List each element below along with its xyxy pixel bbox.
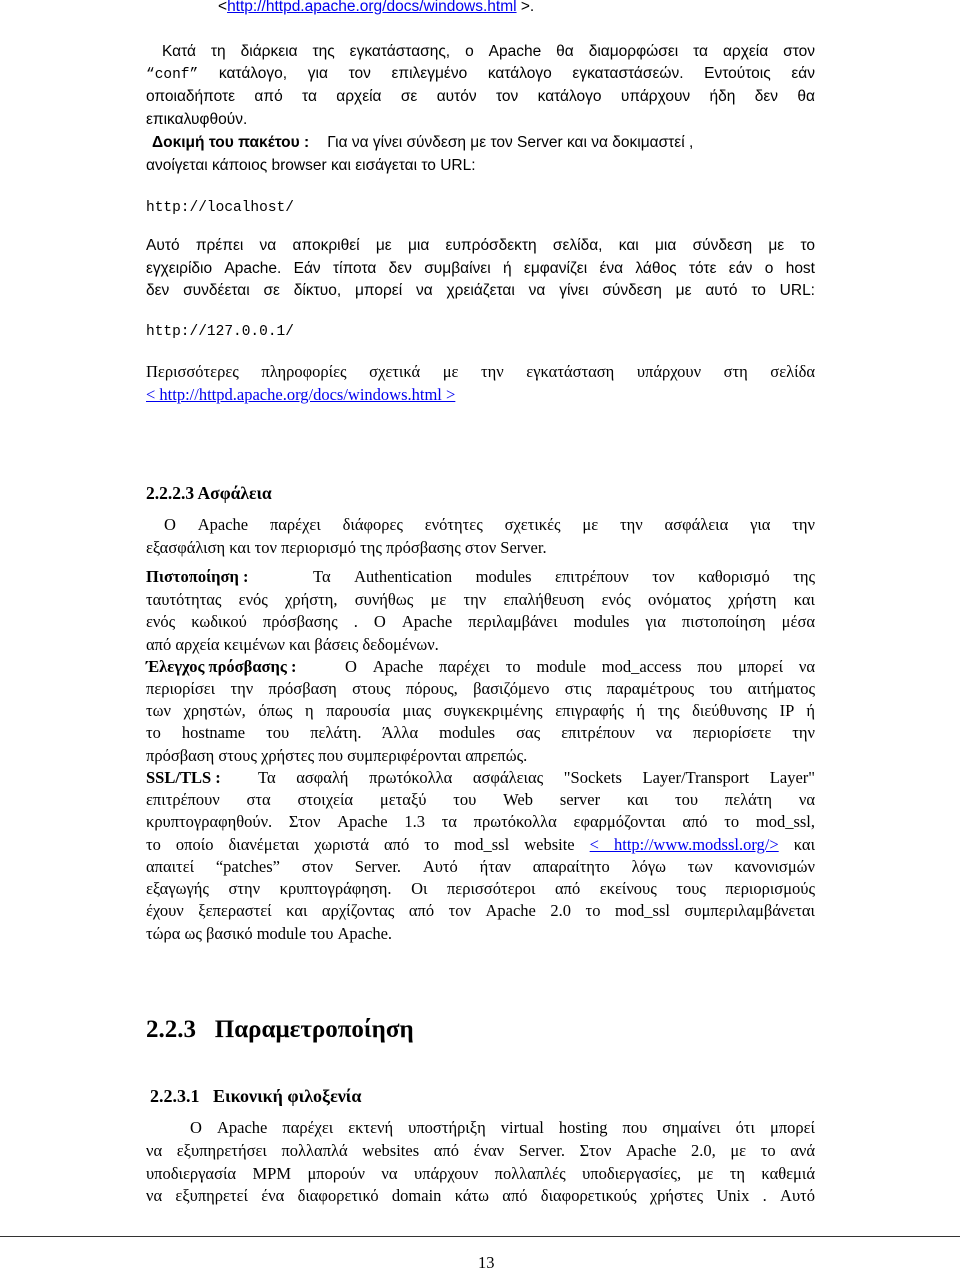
- access-line-1-rest: Ο Apache παρέχει το module mod_access που μπορεί να: [345, 657, 815, 676]
- access-line-5: πρόσβαση στους χρήστες που συμπεριφέρονται απρεπώς.: [146, 746, 528, 765]
- vhost-line-3: υποδιεργασία MPM μπορούν να υπάρχουν πολλαπλές υποδιεργασίες, με τη καθεμιά: [146, 1164, 815, 1183]
- apache-windows-doc-link[interactable]: http://httpd.apache.org/docs/windows.html: [227, 0, 517, 15]
- conf-code: “conf”: [146, 67, 199, 83]
- top-link-line: [218, 0, 534, 18]
- ssl-line-1: [146, 767, 221, 789]
- access-line-3: των χρηστών, όπως η παρουσία μιας συγκεκριμένης επιγραφής ή της διεύθυνσης IP ή: [146, 701, 815, 720]
- security-intro-line-2: εξασφάλιση και τον περιορισμό της πρόσβασης στον Server.: [146, 538, 547, 557]
- test-label: Δοκιμή του πακέτου :: [152, 134, 310, 151]
- access-line-1: [146, 656, 296, 678]
- localhost-url: http://localhost/: [146, 200, 294, 216]
- access-line-2: περιορίσει την πρόσβαση στους πόρους, βασιζόμενο στις παραμέτρους του αιτήματος: [146, 679, 815, 698]
- install-line-4: επικαλυφθούν.: [146, 111, 248, 128]
- vhost-line-4: να εξυπηρετεί ένα διαφορετικό domain κάτω από διαφορετικούς χρήστες Unix . Αυτό: [146, 1186, 815, 1205]
- security-intro-line-1: Ο Apache παρέχει διάφορες ενότητες σχετικές με την ασφάλεια για την: [164, 515, 815, 534]
- auth-line-3: ενός κωδικού πρόσβασης . Ο Apache περιλαμβάνει modules για πιστοποίηση μέσα: [146, 612, 815, 631]
- test-line-5: δεν συνδέεται σε δίκτυο, μπορεί να χρειάζεται να γίνει σύνδεση με αυτό το URL:: [146, 282, 815, 299]
- top-link-prefix: <: [218, 0, 228, 15]
- install-line-3: οποιαδήποτε από τα αρχεία σε αυτόν τον κατάλογο υπάρχουν ήδη δεν θα: [146, 88, 815, 105]
- auth-line-1: [146, 566, 249, 588]
- test-line-2: ανοίγεται κάποιος browser και εισάγεται το URL:: [146, 157, 476, 174]
- param-heading: 2.2.3 Παραμετροποίηση: [146, 1016, 414, 1043]
- ssl-label: SSL/TLS :: [146, 768, 221, 787]
- vhost-line-2: να εξυπηρετήσει πολλαπλά websites από έναν Server. Στον Apache 2.0, με το ανά: [146, 1141, 815, 1160]
- install-line-2: “conf” κατάλογο, για τον επιλεγμένο κατάλογο εγκαταστάσεών. Εντούτοις εάν: [146, 65, 815, 83]
- vhost-heading: 2.2.3.1 Εικονική φιλοξενία: [150, 1086, 362, 1106]
- ssl-line-8: τώρα ως βασικό module του Apache.: [146, 924, 393, 943]
- modssl-link[interactable]: < http://www.modssl.org/>: [589, 835, 779, 854]
- page-number: 13: [478, 1253, 495, 1272]
- top-link-suffix: >.: [516, 0, 535, 15]
- install-line-1: Κατά τη διάρκεια της εγκατάστασης, ο Apache θα διαμορφώσει τα αρχεία στον: [162, 43, 815, 60]
- apache-windows-doc-link-2[interactable]: < http://httpd.apache.org/docs/windows.html >: [146, 385, 456, 404]
- test-line-1: Δοκιμή του πακέτου : Για να γίνει σύνδεση με τον Server και να δοκιμαστεί ,: [152, 134, 694, 151]
- ssl-line-7: έχουν ξεπεραστεί και αρχίζοντας από τον Apache 2.0 το mod_ssl συμπεριλαμβάνεται: [146, 901, 815, 920]
- vhost-line-1: Ο Apache παρέχει εκτενή υποστήριξη virtual hosting που σημαίνει ότι μπορεί: [190, 1118, 815, 1137]
- auth-label: Πιστοποίηση :: [146, 567, 249, 586]
- auth-line-4: από αρχεία κειμένων και βάσεις δεδομένων.: [146, 635, 439, 654]
- ssl-line-6: εξαγωγής στην κρυπτογράφηση. Οι περισσότεροι από εκείνους τους περιορισμούς: [146, 879, 815, 898]
- security-heading: 2.2.2.3 Ασφάλεια: [146, 483, 272, 503]
- test-line-3: Αυτό πρέπει να αποκριθεί με μια ευπρόσδεκτη σελίδα, και μια σύνδεση με το: [146, 237, 815, 254]
- test-line-4: εγχειρίδιο Apache. Εάν τίποτα δεν συμβαίνει ή εμφανίζει ένα λάθος τότε εάν ο host: [146, 260, 815, 277]
- ssl-line-1-rest: Τα ασφαλή πρωτόκολλα ασφάλειας "Sockets Layer/Transport Layer": [258, 768, 815, 787]
- footer-divider: [0, 1236, 960, 1237]
- ssl-line-3: κρυπτογραφηθούν. Στον Apache 1.3 τα πρωτόκολλα εφαρμόζονται από το mod_ssl,: [146, 812, 815, 831]
- ssl-line-5: απαιτεί “patches” στον Server. Αυτό ήταν απαραίτητο λόγω των κανονισμών: [146, 857, 815, 876]
- auth-line-2: ταυτότητας ενός χρήστη, συνήθως με την επαλήθευση ενός ονόματος χρήστη και: [146, 590, 815, 609]
- access-line-4: το hostname του πελάτη. Άλλα modules σας επιτρέπουν να περιορίσετε την: [146, 723, 815, 742]
- ssl-line-2: επιτρέπουν στα στοιχεία μεταξύ του Web server και του πελάτη να: [146, 790, 815, 809]
- test-line-6: Περισσότερες πληροφορίες σχετικά με την εγκατάσταση υπάρχουν στη σελίδα: [146, 362, 815, 381]
- access-label: Έλεγχος πρόσβασης :: [146, 657, 297, 676]
- auth-line-1-rest: Τα Authentication modules επιτρέπουν τον καθορισμό της: [313, 567, 815, 586]
- loopback-url: http://127.0.0.1/: [146, 324, 294, 340]
- ssl-line-4: το οποίο διανέμεται χωριστά από το mod_ssl website < http://www.modssl.org/> και: [146, 835, 816, 854]
